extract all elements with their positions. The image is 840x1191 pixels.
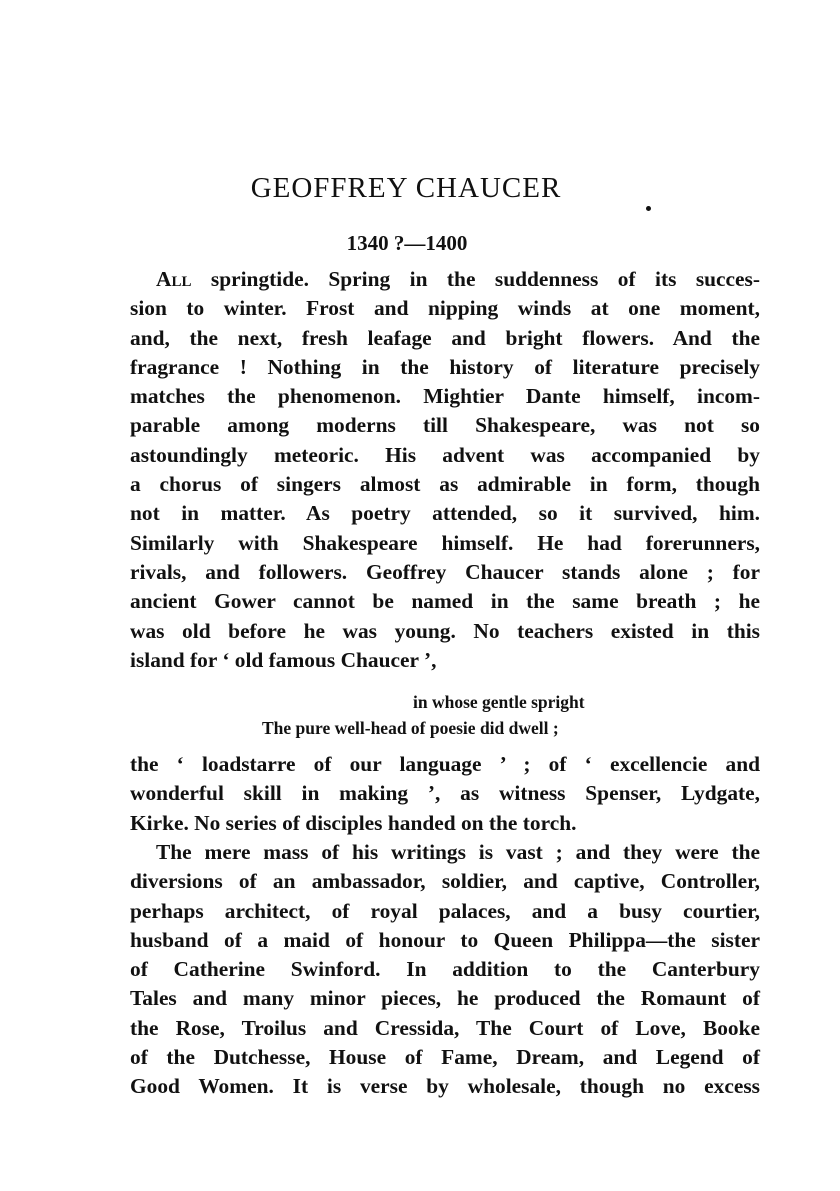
paragraph-line: wonderful skill in making ’, as witness Spenser, Lydgate, — [130, 781, 760, 806]
paragraph-line: Kirke. No series of disciples handed on the torch. — [130, 810, 577, 835]
paragraph-line: Tales and many minor pieces, he produced the Romaunt of — [130, 986, 760, 1011]
paragraph-line: rivals, and followers. Geoffrey Chaucer stands alone ; for — [130, 559, 760, 584]
paragraph-line: of the Dutchesse, House of Fame, Dream, and Legend of — [130, 1045, 760, 1070]
paragraph-line: Similarly with Shakespeare himself. He had forerunners, — [130, 530, 760, 555]
paragraph-line: diversions of an ambassador, soldier, and captive, Controller, — [130, 869, 760, 894]
paragraph-line: The mere mass of his writings is vast ; and they were the — [156, 840, 760, 864]
chapter-dates: 1340 ?—1400 — [346, 231, 468, 255]
paragraph-line: not in matter. As poetry attended, so it survived, him. — [130, 501, 760, 526]
paragraph-line: ancient Gower cannot be named in the same breath ; he — [130, 589, 760, 614]
paragraph-line: of Catherine Swinford. In addition to the Canterbury — [130, 957, 760, 982]
paragraph-line: Good Women. It is verse by wholesale, though no excess — [130, 1074, 760, 1099]
paragraph-line: perhaps architect, of royal palaces, and a busy courtier, — [130, 898, 760, 923]
paragraph-2 — [130, 750, 760, 838]
paragraph-line: astoundingly meteoric. His advent was accompanied by — [130, 442, 760, 467]
paragraph-line: matches the phenomenon. Mightier Dante himself, incom- — [130, 384, 760, 409]
paragraph-line: fragrance ! Nothing in the history of literature precisely — [130, 354, 760, 379]
chapter-title: GEOFFREY CHAUCER — [250, 172, 562, 204]
paragraph-line: and, the next, fresh leafage and bright flowers. And the — [130, 325, 760, 350]
paragraph-line: All springtide. Spring in the suddenness of its succes- — [156, 267, 760, 291]
quotation-line-1: in whose gentle spright — [413, 692, 585, 712]
printing-speck — [646, 206, 651, 211]
paragraph-1 — [130, 265, 760, 675]
paragraph-line: the ‘ loadstarre of our language ’ ; of ‘ excellencie and — [130, 752, 760, 776]
paragraph-3 — [130, 838, 760, 1102]
quotation-line-2: The pure well-head of poesie did dwell ; — [262, 718, 559, 738]
paragraph-line: was old before he was young. No teachers existed in this — [130, 618, 760, 643]
paragraph-line: parable among moderns till Shakespeare, was not so — [130, 413, 760, 438]
paragraph-line: island for ‘ old famous Chaucer ’, — [130, 647, 437, 672]
paragraph-line: sion to winter. Frost and nipping winds at one moment, — [130, 296, 760, 321]
drop-word: All — [156, 267, 192, 291]
paragraph-line: a chorus of singers almost as admirable in form, though — [130, 472, 760, 497]
paragraph-line: husband of a maid of honour to Queen Philippa—the sister — [130, 927, 760, 952]
paragraph-line: the Rose, Troilus and Cressida, The Court of Love, Booke — [130, 1015, 760, 1040]
